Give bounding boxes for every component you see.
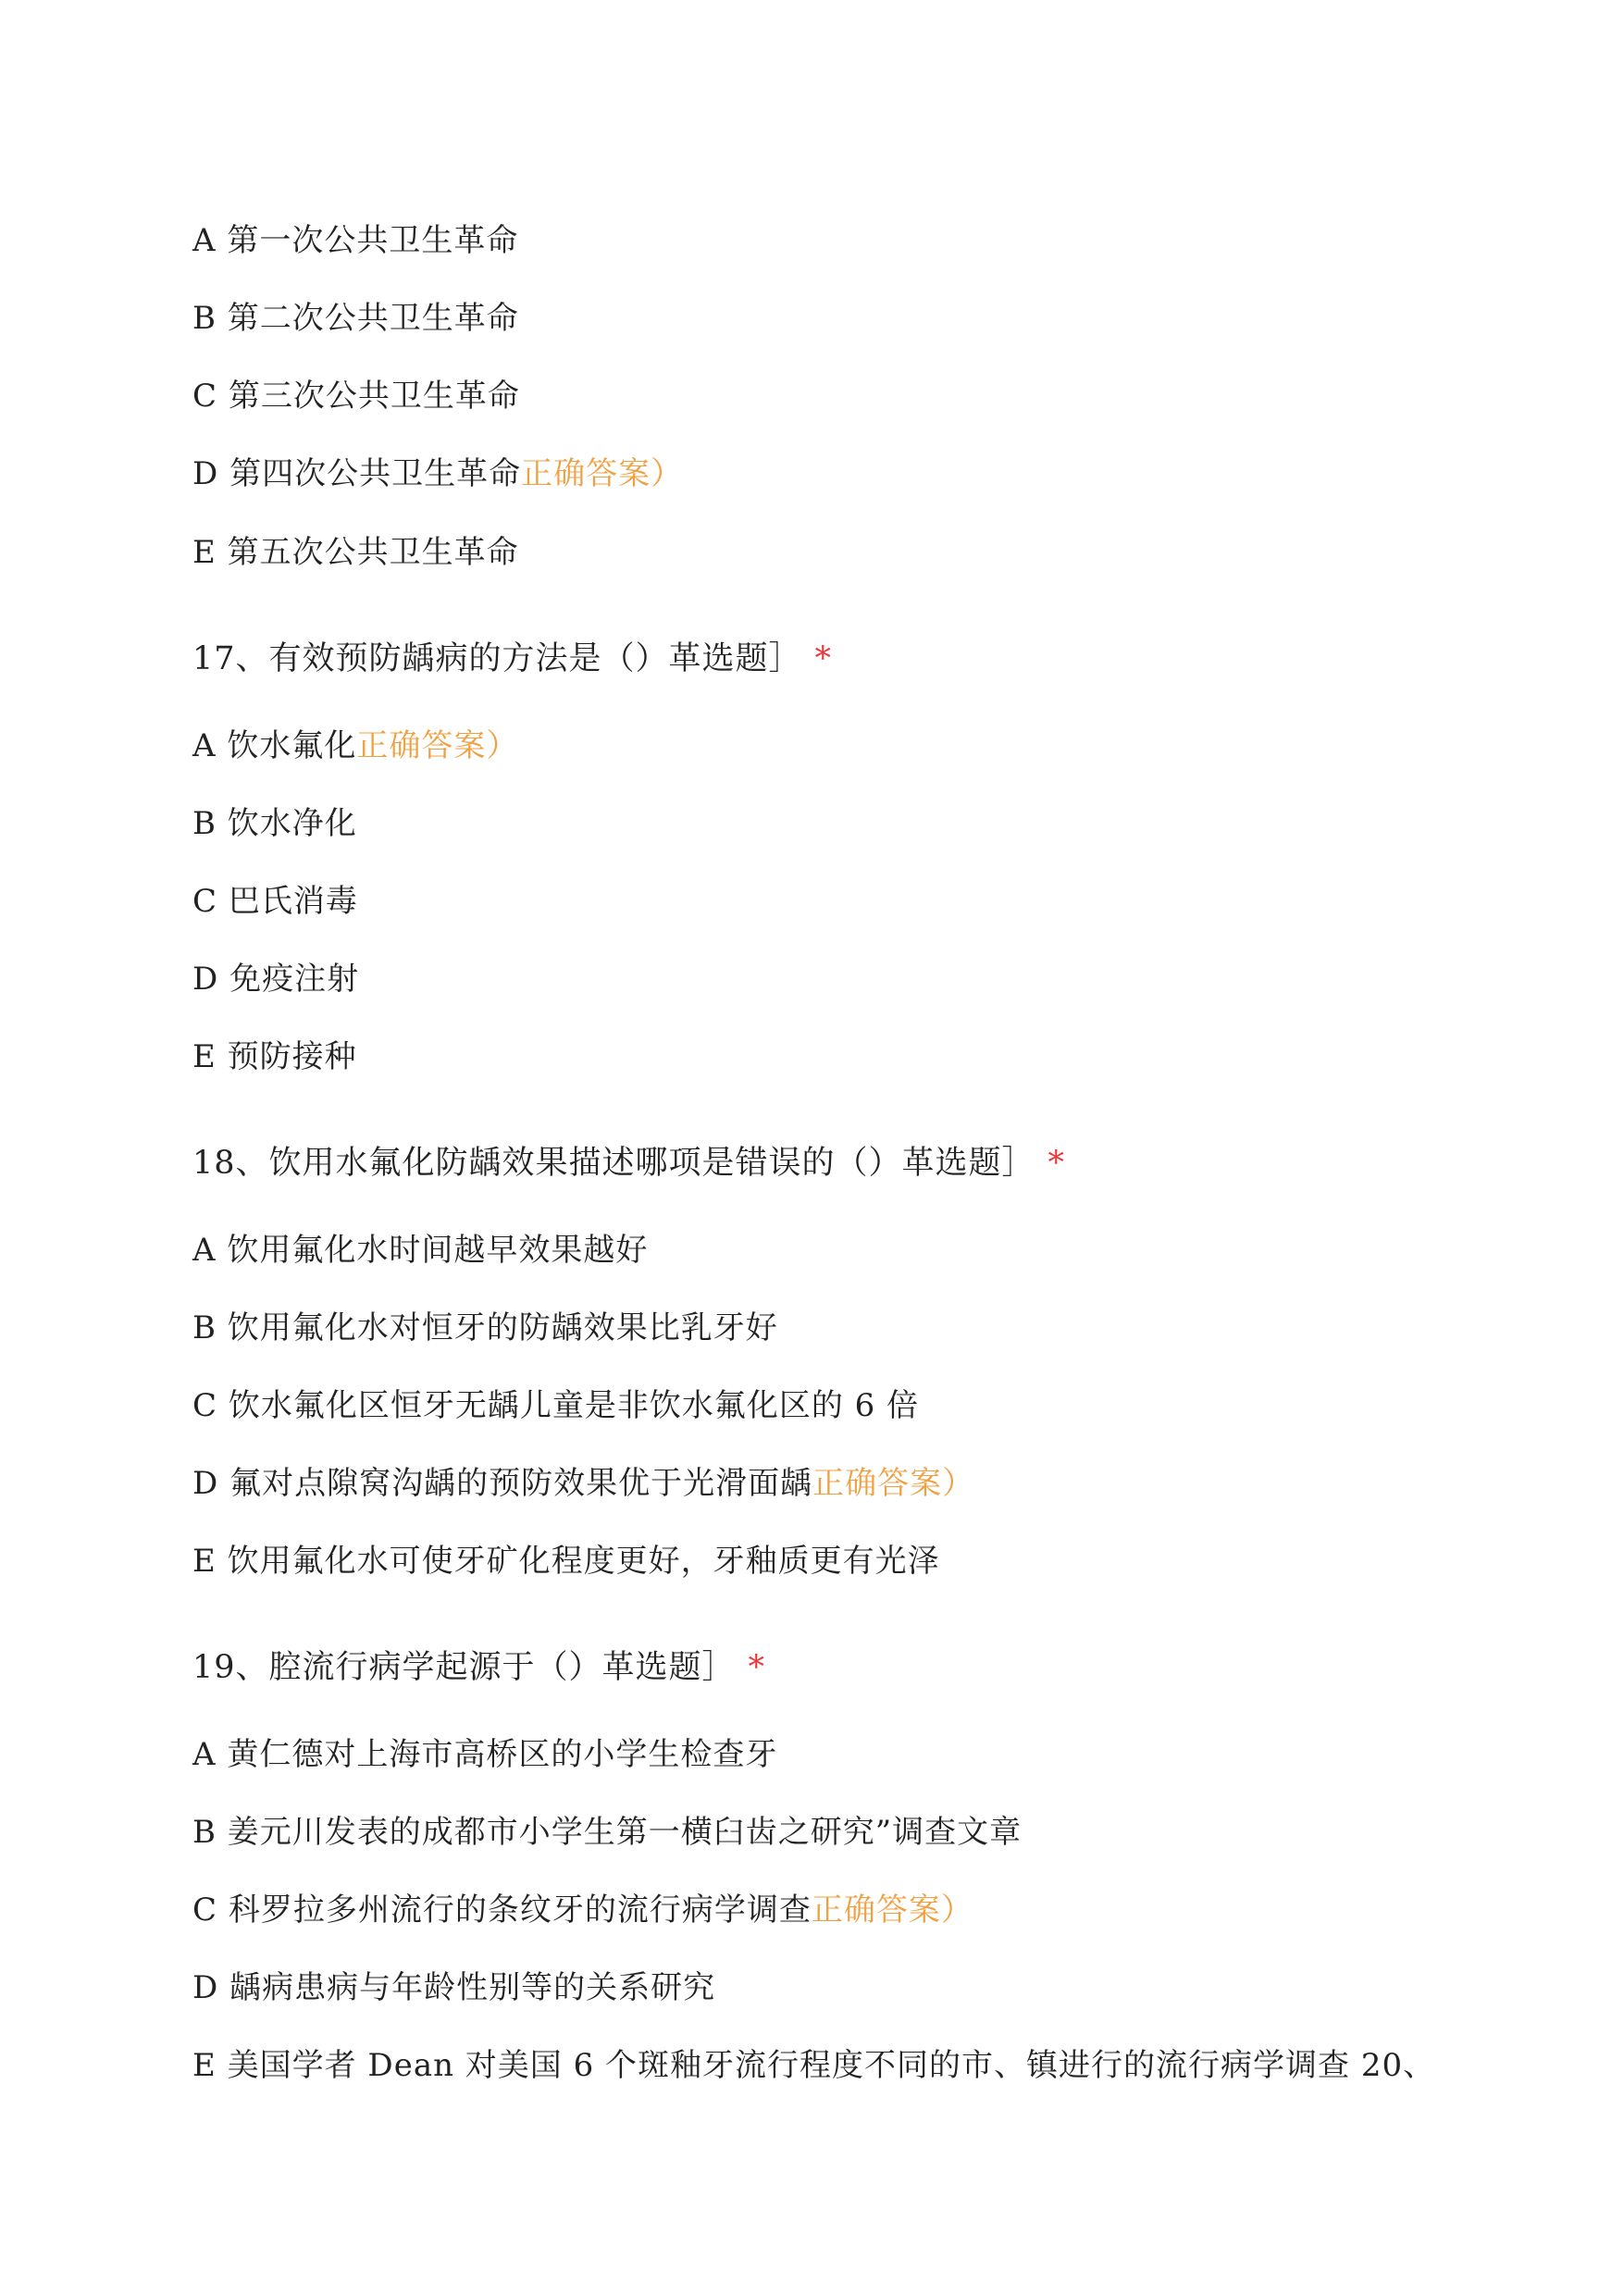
required-asterisk: *: [814, 640, 833, 677]
question-title: 18、饮用水氟化防龋效果描述哪项是错误的（）革选题］ *: [192, 1145, 1066, 1182]
option-b: B 第二次公共卫生革命: [192, 300, 519, 337]
option-a: A 黄仁德对上海市高桥区的小学生检查牙: [192, 1736, 778, 1773]
option-c: C 科罗拉多州流行的条纹牙的流行病学调查正确答案）: [192, 1892, 973, 1929]
option-b: B 姜元川发表的成都市小学生第一横臼齿之研究”调查文章: [192, 1814, 1023, 1851]
required-asterisk: *: [1048, 1145, 1066, 1182]
option-a: A 第一次公共卫生革命: [192, 222, 519, 259]
option-e: E 饮用氟化水可使牙矿化程度更好，牙釉质更有光泽: [192, 1543, 940, 1580]
option-b: B 饮用氟化水对恒牙的防龋效果比乳牙好: [192, 1309, 778, 1346]
correct-answer-marker: 正确答案）: [811, 1892, 973, 1929]
option-d: D 第四次公共卫生革命正确答案）: [192, 455, 684, 492]
option-e: E 第五次公共卫生革命: [192, 534, 519, 571]
option-d: D 免疫注射: [192, 961, 360, 998]
option-d: D 氟对点隙窝沟龋的预防效果优于光滑面龋正确答案）: [192, 1465, 975, 1502]
option-e: E 美国学者 Dean 对美国 6 个斑釉牙流行程度不同的市、镇进行的流行病学调查 20、: [192, 2047, 1436, 2084]
question-title: 19、腔流行病学起源于（）革选题］ *: [192, 1649, 766, 1686]
option-a: A 饮用氟化水时间越早效果越好: [192, 1232, 649, 1269]
required-asterisk: *: [748, 1649, 766, 1686]
correct-answer-marker: 正确答案）: [356, 727, 519, 764]
option-a: A 饮水氟化正确答案）: [192, 727, 519, 764]
option-c: C 饮水氟化区恒牙无龋儿童是非饮水氟化区的 6 倍: [192, 1387, 920, 1424]
option-d: D 龋病患病与年龄性别等的关系研究: [192, 1969, 716, 2006]
option-e: E 预防接种: [192, 1038, 357, 1075]
option-c: C 第三次公共卫生革命: [192, 378, 520, 415]
option-b: B 饮水净化: [192, 805, 357, 842]
correct-answer-marker: 正确答案）: [812, 1465, 975, 1502]
correct-answer-marker: 正确答案）: [521, 455, 684, 492]
option-c: C 巴氏消毒: [192, 883, 358, 920]
question-title: 17、有效预防龋病的方法是（）革选题］ *: [192, 640, 833, 677]
